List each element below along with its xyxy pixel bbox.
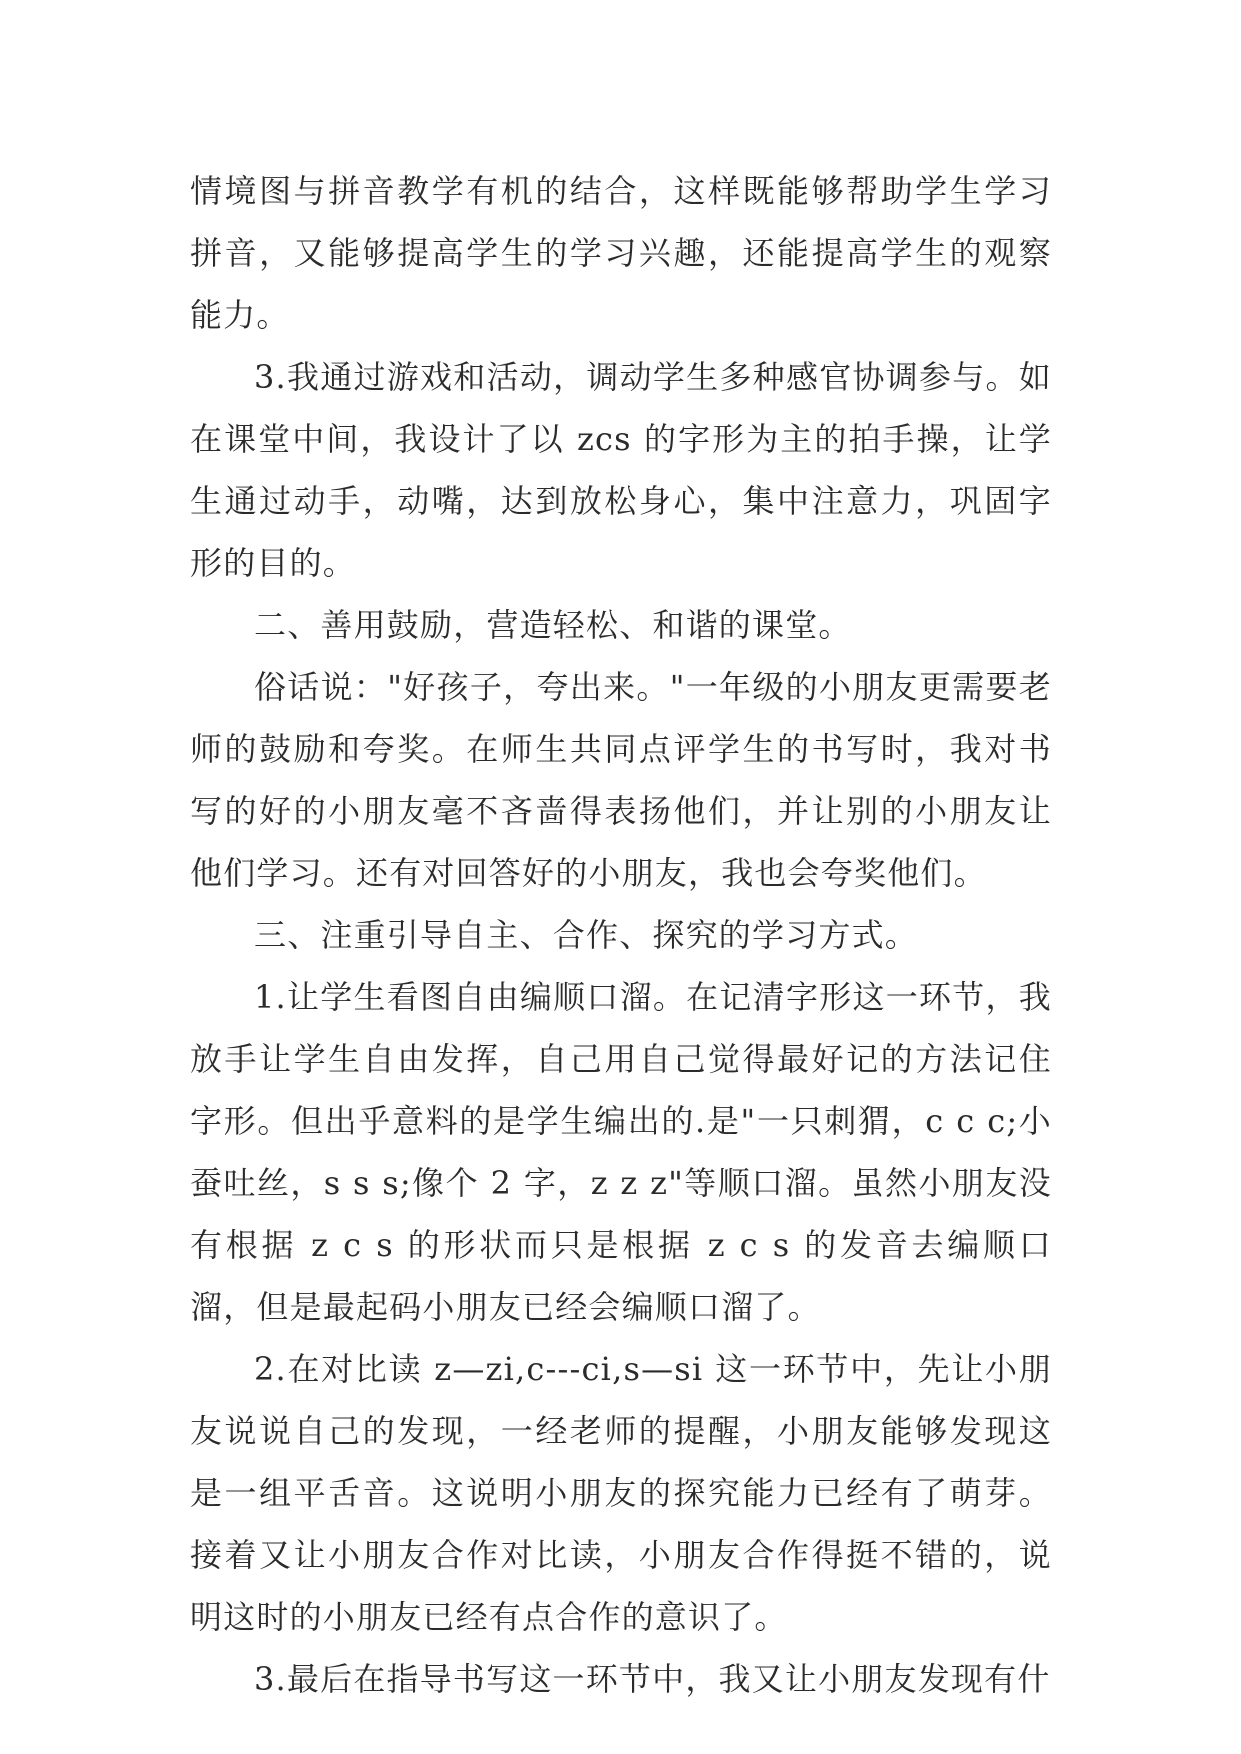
paragraph-1: 情境图与拼音教学有机的结合，这样既能够帮助学生学习拼音，又能够提高学生的学习兴趣，还能提高学生的观察能力。 — [190, 172, 1052, 334]
section-heading-3: 三、注重引导自主、合作、探究的学习方式。 — [254, 916, 919, 954]
paragraph-4: 1.让学生看图自由编顺口溜。在记清字形这一环节，我放手让学生自由发挥，自己用自己觉得最好记的方法记住字形。但出乎意料的是学生编出的.是"一只刺猬，c c c;小蚕吐丝，s s s;像个 2 字，z z z"等顺口溜。虽然小朋友没有根据 z c s 的形状而只是根据 z c s 的发音去编顺口溜，但是最起码小朋友已经会编顺口溜了。 — [190, 978, 1052, 1326]
paragraph-3: 俗话说："好孩子，夸出来。"一年级的小朋友更需要老师的鼓励和夸奖。在师生共同点评学生的书写时，我对书写的好的小朋友毫不吝啬得表扬他们，并让别的小朋友让他们学习。还有对回答好的小朋友，我也会夸奖他们。 — [190, 668, 1052, 892]
paragraph-2: 3.我通过游戏和活动，调动学生多种感官协调参与。如在课堂中间，我设计了以 zcs 的字形为主的拍手操，让学生通过动手，动嘴，达到放松身心，集中注意力，巩固字形的目的。 — [190, 358, 1052, 582]
paragraph-5: 2.在对比读 z—zi,c---ci,s—si 这一环节中，先让小朋友说说自己的发现，一经老师的提醒，小朋友能够发现这是一组平舌音。这说明小朋友的探究能力已经有了萌芽。接着又让小朋友合作对比读，小朋友合作得挺不错的，说明这时的小朋友已经有点合作的意识了。 — [190, 1350, 1052, 1636]
paragraph-6: 3.最后在指导书写这一环节中，我又让小朋友发现有什 — [254, 1660, 1051, 1698]
document-body — [190, 160, 1052, 1710]
section-heading-2: 二、善用鼓励，营造轻松、和谐的课堂。 — [254, 606, 852, 644]
